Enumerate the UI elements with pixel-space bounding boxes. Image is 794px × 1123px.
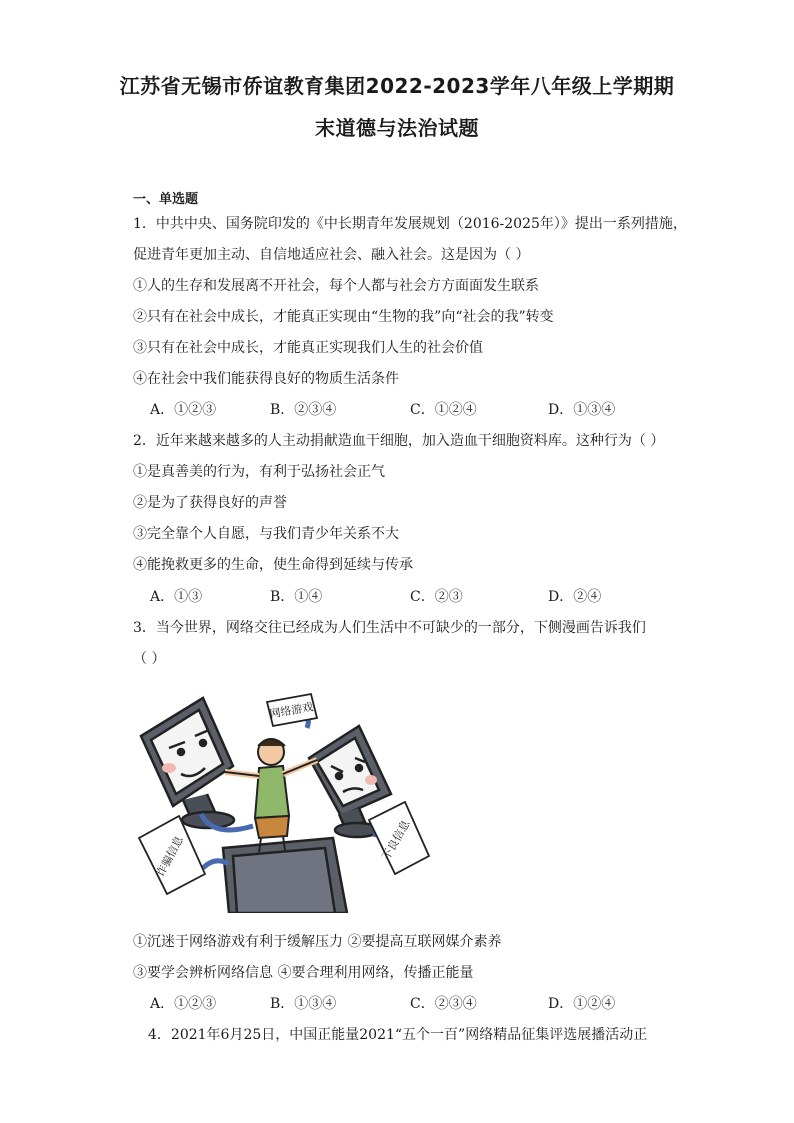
q1-stem-line1: 1．中共中央、国务院印发的《中长期青年发展规划（2016-2025年）》提出一系列措施， [133,216,687,232]
q3-options [150,993,650,1013]
q3-stem-line2: （ ） [133,651,166,667]
q3-statements-line1: ①沉迷于网络游戏有利于缓解压力 ②要提高互联网媒介素养 [133,934,502,950]
q3-option-b[interactable]: B．①③④ [270,996,337,1012]
q1-option-c[interactable]: C．①②④ [410,402,477,418]
boy-figure [225,739,317,852]
q2-options [150,586,650,606]
q2-option-d[interactable]: D．②④ [548,589,602,605]
q2-option-b[interactable]: B．①④ [270,589,323,605]
section-heading: 一、单选题 [133,192,199,207]
left-monitor [141,698,234,828]
q2-option-a[interactable]: A．①③ [150,589,203,605]
q1-option-b[interactable]: B．②③④ [270,402,337,418]
q2-statement-1: ①是真善美的行为，有利于弘扬社会正气 [133,464,385,480]
q1-statement-2: ②只有在社会中成长，才能真正实现由“生物的我”向“社会的我”转变 [133,309,554,325]
q1-statement-3: ③只有在社会中成长，才能真正实现我们人生的社会价值 [133,340,483,356]
q3-statements-line2: ③要学会辨析网络信息 ④要合理利用网络，传播正能量 [133,965,474,981]
svg-text:网络游戏: 网络游戏 [268,700,315,721]
q1-statement-4: ④在社会中我们能获得良好的物质生活条件 [133,371,399,387]
q4-stem: 4．2021年6月25日，中国正能量2021“五个一百”网络精品征集评选展播活动正 [148,1027,648,1043]
q2-option-c[interactable]: C．②③ [410,589,463,605]
q2-stem: 2．近年来越来越多的人主动捐献造血干细胞，加入造血干细胞资料库。这种行为（ ） [133,433,665,449]
q3-option-a[interactable]: A．①②③ [150,996,217,1012]
q1-options [150,399,650,419]
q1-option-d[interactable]: D．①③④ [548,402,616,418]
q3-option-d[interactable]: D．①②④ [548,996,616,1012]
q2-statement-2: ②是为了获得良好的声誉 [133,495,287,511]
q1-stem-line2: 促进青年更加主动、自信地适应社会、融入社会。这是因为（ ） [133,247,530,263]
q3-option-c[interactable]: C．②③④ [410,996,477,1012]
doc-title-line2: 末道德与法治试题 [315,116,479,140]
sign-bad-info [369,802,429,874]
q1-statement-1: ①人的生存和发展离不开社会，每个人都与社会方方面面发生联系 [133,278,539,294]
svg-text:诈骗信息: 诈骗信息 [153,833,186,879]
q2-statement-4: ④能挽救更多的生命，使生命得到延续与传承 [133,557,413,573]
q2-statement-3: ③完全靠个人自愿，与我们青少年关系不大 [133,526,399,542]
q1-option-a[interactable]: A．①②③ [150,402,217,418]
q3-stem-line1: 3．当今世界，网络交往已经成为人们生活中不可缺少的一部分，下侧漫画告诉我们 [133,620,646,636]
cartoon-image [133,688,433,913]
doc-title-line1: 江苏省无锡市侨谊教育集团2022-2023学年八年级上学期期 [119,74,675,98]
svg-text:不良信息: 不良信息 [379,817,413,863]
